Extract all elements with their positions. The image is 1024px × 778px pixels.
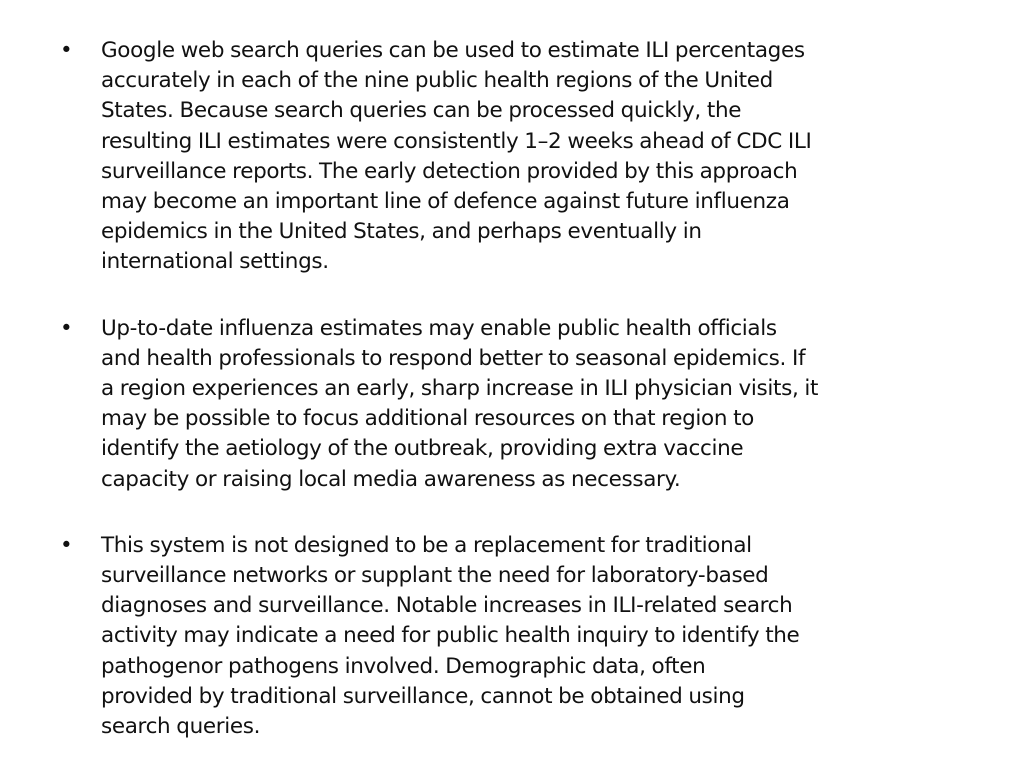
bullet-text-line: surveillance reports. The early detection provided by this approach: [101, 158, 798, 184]
bullet-text-line: a region experiences an early, sharp increase in ILI physician visits, it: [101, 376, 819, 402]
bullet-item: [60, 531, 965, 742]
bullet-text-line: States. Because search queries can be processed quickly, the: [101, 98, 742, 124]
bullet-text-line: activity may indicate a need for public health inquiry to identify the: [101, 623, 800, 649]
bullet-text-line: provided by traditional surveillance, cannot be obtained using: [101, 683, 745, 709]
bullet-text-line: international settings.: [101, 249, 329, 275]
bullet-dot-icon: •: [60, 38, 73, 63]
bullet-text-line: Google web search queries can be used to estimate ILI percentages: [101, 38, 805, 63]
bullet-text-line: and health professionals to respond better to seasonal epidemics. If: [101, 345, 806, 371]
bullet-item: [60, 36, 965, 278]
bullet-text-line: capacity or raising local media awareness as necessary.: [101, 466, 681, 492]
bullet-text-line: identify the aetiology of the outbreak, providing extra vaccine: [101, 436, 744, 462]
bullet-text-line: surveillance networks or supplant the need for laboratory-based: [101, 563, 769, 589]
bullet-dot-icon: •: [60, 532, 73, 558]
bullet-text-line: search queries.: [101, 714, 261, 740]
bullet-text-line: diagnoses and surveillance. Notable increases in ILI-related search: [101, 593, 793, 619]
bullet-item: [60, 314, 965, 495]
bullet-text-line: Up-to-date influenza estimates may enable public health officials: [101, 315, 777, 341]
bullet-dot-icon: •: [60, 315, 73, 341]
bullet-list: [60, 36, 965, 778]
bullet-text-line: pathogenor pathogens involved. Demographic data, often: [101, 653, 706, 679]
bullet-text-line: may become an important line of defence against future influenza: [101, 189, 790, 215]
bullet-text-line: accurately in each of the nine public health regions of the United: [101, 68, 773, 94]
bullet-text-line: may be possible to focus additional resources on that region to: [101, 406, 754, 432]
bullet-text-line: resulting ILI estimates were consistently 1–2 weeks ahead of CDC ILI: [101, 128, 812, 154]
bullet-text-line: This system is not designed to be a replacement for traditional: [101, 532, 752, 558]
bullet-text-line: epidemics in the United States, and perhaps eventually in: [101, 219, 702, 245]
